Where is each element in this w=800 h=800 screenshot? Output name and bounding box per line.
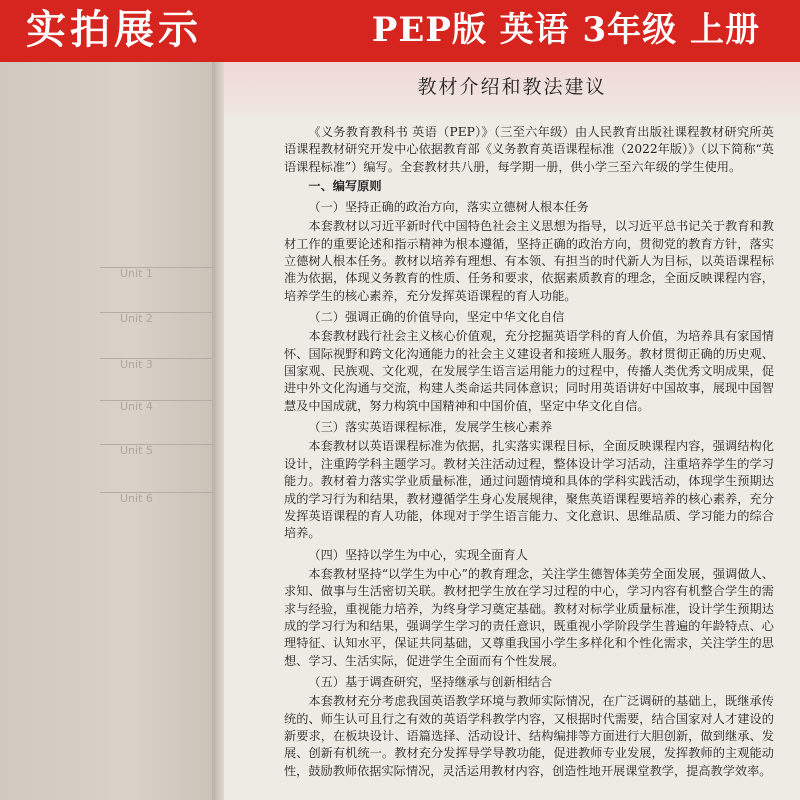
left-page-ghost-item: Unit 5	[120, 444, 153, 457]
document-body	[284, 122, 774, 780]
left-page-ghost-item: Unit 2	[120, 312, 153, 325]
left-page-divider	[100, 492, 218, 493]
intro-paragraph: 《义务教育教科书 英语（PEP）》（三至六年级）由人民教育出版社课程教材研究所英语课程教材研究开发中心依据教育部《义务教育英语课程标准（2022年版）》（以下简称“英语课程标准”）编写。全套教材共八册，每学期一册，供小学三至六年级的学生使用。	[284, 125, 774, 174]
right-page	[224, 62, 800, 800]
principle-1-heading: （一）坚持正确的政治方向，落实立德树人根本任务	[308, 200, 589, 215]
left-page	[0, 62, 218, 800]
principle-1-body: 本套教材以习近平新时代中国特色社会主义思想为指导，以习近平总书记关于教育和教材工作的重要论述和指示精神为根本遵循，坚持正确的政治方向，贯彻党的教育方针，落实立德树人根本任务。教材以培养有理想、有本领、有担当的时代新人为目标，以英语课程标准为依据，体现义务教育的性质、任务和要求，依据素质教育的理念，全面反映课程内容，培养学生的核心素养，充分发挥英语课程的育人功能。	[284, 219, 774, 303]
left-page-ghost-item: Unit 6	[120, 492, 153, 505]
left-page-divider	[100, 358, 218, 359]
principle-5-body: 本套教材充分考虑我国英语教学环境与教师实际情况，在广泛调研的基础上，既继承传统的、师生认可且行之有效的英语学科教学内容，又根据时代需要，结合国家对人才建设的新要求，在板块设计、语篇选择、活动设计、结构编排等方面进行大胆创新，做到继承、发展、创新有机统一。教材充分发挥导学导教功能，促进教师专业发展，发挥教师的主观能动性，鼓励教师依据实际情况，灵活运用教材内容，创造性地开展课堂教学，提高教学效率。	[284, 694, 774, 778]
principle-4-heading: （四）坚持以学生为中心，实现全面育人	[308, 547, 528, 562]
left-page-divider	[100, 400, 218, 401]
left-page-divider	[100, 312, 218, 313]
left-page-divider	[100, 267, 218, 268]
section-heading: 一、编写原则	[308, 179, 382, 194]
principle-4-body: 本套教材坚持“以学生为中心”的教育理念，关注学生德智体美劳全面发展，强调做人、求知、做事与生活密切关联。教材把学生放在学习过程的中心，学习内容有机整合学生的需求与经验，重视能力培养，为终身学习奠定基础。教材对标学业质量标准，设计学生预期达成的学习行为和结果，强调学生学习的责任意识，既重视小学阶段学生普遍的年龄特点、心理特征、认知水平，保证共同基础，又尊重我国小学生多样化和个性化需求，关注学生的思想、学习、生活实际，促进学生全面而有个性发展。	[284, 566, 774, 668]
principle-2-body: 本套教材践行社会主义核心价值观，充分挖掘英语学科的育人价值，为培养具有家国情怀、国际视野和跨文化沟通能力的社会主义建设者和接班人服务。教材贯彻正确的历史观、国家观、民族观、文化观，在发展学生语言运用能力的过程中，传播人类优秀文明成果，促进中外文化沟通与交流，构建人类命运共同体意识；同时用英语讲好中国故事，展现中国智慧及中国成就，努力构筑中国精神和中国价值，坚定中华文化自信。	[284, 329, 774, 413]
principle-3-body: 本套教材以英语课程标准为依据，扎实落实课程目标，全面反映课程内容，强调结构化设计，注重跨学科主题学习。教材关注活动过程，整体设计学习活动，注重培养学生的学习能力。教材着力落实学业质量标准，通过问题情境和具体的学科实践活动，体现学生预期达成的学习行为和结果，教材遵循学生身心发展规律，聚焦英语课程要培养的核心素养，充分发挥英语课程的育人功能，体现对于学生语言能力、文化意识、思维品质、学习能力的综合培养。	[284, 439, 774, 541]
principle-3-heading: （三）落实英语课程标准，发展学生核心素养	[308, 420, 553, 435]
document-title: 教材介绍和教法建议	[417, 76, 607, 98]
principle-5-heading: （五）基于调查研究，坚持继承与创新相结合	[308, 675, 553, 690]
left-page-divider	[100, 444, 218, 445]
top-banner	[0, 0, 800, 62]
banner-right-label: PEP版 英语 3年级 上册	[371, 10, 760, 50]
left-page-ghost-item: Unit 1	[120, 267, 153, 280]
left-page-ghost-item: Unit 4	[120, 400, 153, 413]
principle-2-heading: （二）强调正确的价值导向，坚定中华文化自信	[308, 310, 565, 325]
banner-left-label: 实拍展示	[26, 7, 202, 53]
left-page-ghost-item: Unit 3	[120, 358, 153, 371]
